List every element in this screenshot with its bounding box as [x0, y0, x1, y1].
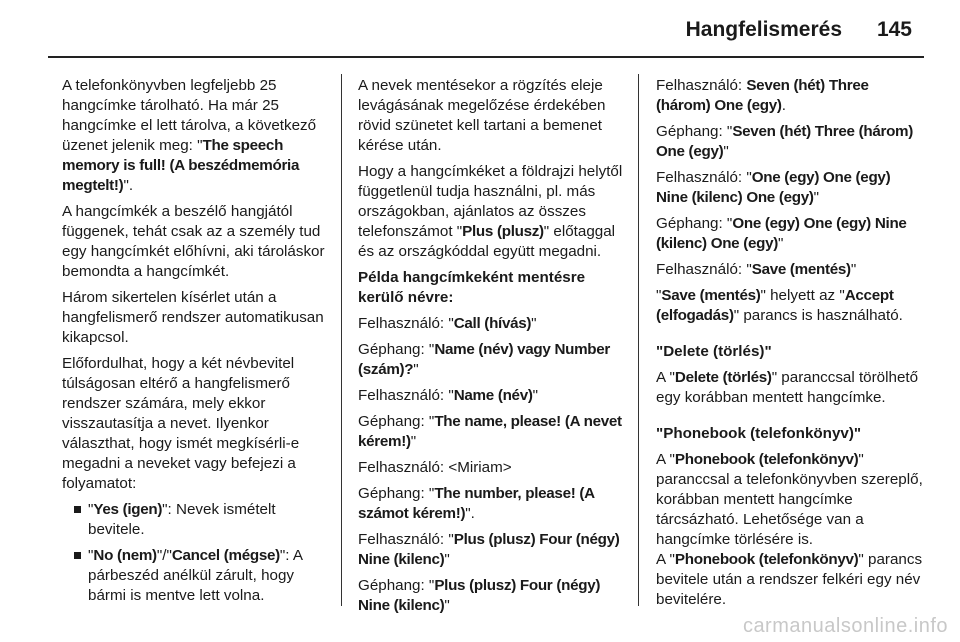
- paragraph: "Save (mentés)" helyett az "Accept (elfogadás)" parancs is használható.: [656, 287, 903, 324]
- paragraph: Előfordulhat, hogy a két névbevitel túlságosan eltérő a hangfelismerő rendszer számára, mely ekkor visszautasítja a nevet. Ilyenkor választhat, hogy ismét megkísérli-e megadni a neveket vagy befejezi a folyamatot:: [62, 355, 300, 492]
- dialog-line: Felhasználó: "One (egy) One (egy) Nine (kilenc) One (egy)": [656, 169, 891, 206]
- column-divider: [638, 74, 639, 606]
- paragraph: A nevek mentésekor a rögzítés eleje levágásának megelőzése érdekében rövid szünetet kell tartani a bemenet kérése után.: [358, 77, 606, 154]
- watermark: carmanualsonline.info: [742, 615, 948, 637]
- dialog-line: Felhasználó: <Miriam>: [358, 459, 512, 476]
- dialog-line: Géphang: "The name, please! (A nevet kérem!)": [358, 413, 622, 450]
- page-number: 145: [876, 18, 912, 41]
- dialog-line: Géphang: "Name (név) vagy Number (szám)?": [358, 341, 611, 378]
- paragraph: Hogy a hangcímkéket a földrajzi helytől függetlenül tudja használni, pl. más országokban, ajánlatos az összes telefonszámot "Plus (plusz)" előtaggal és az országkóddal együtt megadni.: [358, 163, 623, 260]
- example-heading: Példa hangcímkeként mentésre kerülő névre:: [358, 269, 586, 306]
- spacer: [656, 414, 924, 424]
- dialog-line: Felhasználó: "Plus (plusz) Four (négy) Nine (kilenc)": [358, 531, 620, 568]
- spacer: [656, 332, 924, 342]
- dialog-line: Felhasználó: "Call (hívás)": [358, 315, 537, 332]
- page-title: Hangfelismerés: [685, 18, 842, 41]
- list-item: "Yes (igen)": Nevek ismételt bevitele.: [74, 500, 332, 540]
- dialog-line: Géphang: "The number, please! (A számot kérem!)".: [358, 485, 595, 522]
- column-3: [656, 76, 924, 616]
- column-1: [62, 76, 332, 612]
- page-header: [0, 0, 960, 58]
- dialog-line: Géphang: "Seven (hét) Three (három) One (egy)": [656, 123, 914, 160]
- bullet-square-icon: [74, 552, 81, 559]
- column-2: [358, 76, 626, 622]
- paragraph: A telefonkönyvben legfeljebb 25 hangcímke tárolható. Ha már 25 hangcímke el lett tárolva, a következő üzenet jelenik meg: "The speech memory is full! (A beszédmemória megtelt!)".: [62, 77, 317, 194]
- paragraph: A hangcímkék a beszélő hangjától függenek, tehát csak az a személy tud egy hangcímkét előhívni, aki tároláskor bemondta a hangcímkét.: [62, 203, 325, 280]
- dialog-line: Géphang: "One (egy) One (egy) Nine (kilenc) One (egy)": [656, 215, 907, 252]
- paragraph: A "Delete (törlés)" paranccsal törölhető egy korábban mentett hangcímke.: [656, 369, 919, 406]
- dialog-line: Felhasználó: "Name (név)": [358, 387, 539, 404]
- dialog-line: Géphang: "Plus (plusz) Four (négy) Nine (kilenc)": [358, 577, 601, 614]
- dialog-line: Felhasználó: Seven (hét) Three (három) One (egy).: [656, 77, 869, 114]
- list-item: "No (nem)"/"Cancel (mégse)": A párbeszéd anélkül zárult, hogy bármi is mentve lett volna.: [74, 546, 332, 606]
- dialog-line: Felhasználó: "Save (mentés)": [656, 261, 857, 278]
- section-heading: "Delete (törlés)": [656, 343, 772, 360]
- paragraph: Három sikertelen kísérlet után a hangfelismerő rendszer automatikusan kikapcsol.: [62, 289, 324, 346]
- paragraph: A "Phonebook (telefonkönyv)" paranccsal a telefonkönyvben szereplő, korábban mentett hangcímke tárcsázható. Lehetősége van a hangcímke törlésére is.: [656, 451, 923, 548]
- paragraph: A "Phonebook (telefonkönyv)" parancs bevitele után a rendszer felkéri egy név bevitelére.: [656, 551, 923, 608]
- section-heading: "Phonebook (telefonkönyv)": [656, 425, 862, 442]
- header-rule: [48, 56, 924, 58]
- column-divider: [341, 74, 342, 606]
- bullet-list: [62, 500, 332, 606]
- bullet-square-icon: [74, 506, 81, 513]
